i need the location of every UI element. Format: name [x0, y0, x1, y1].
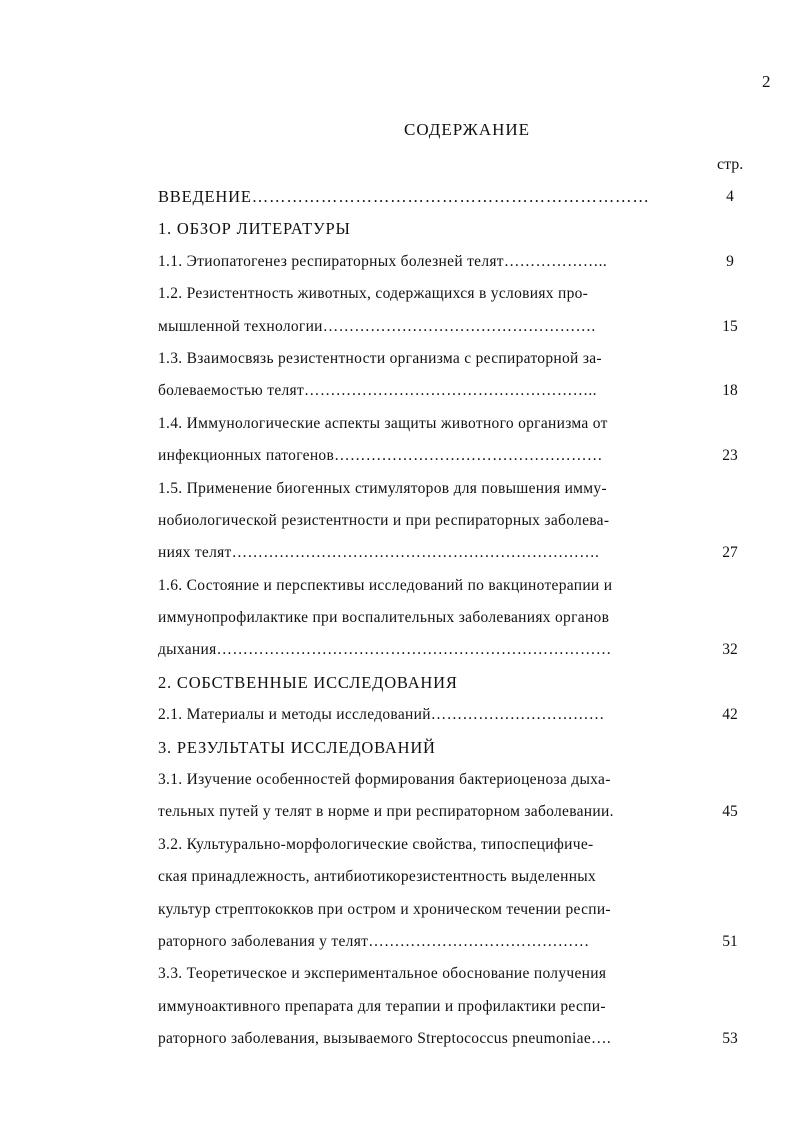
toc-entry-text: 1.5. Применение биогенных стимуляторов для повышения имму-	[158, 479, 607, 497]
toc-line	[158, 991, 758, 1023]
toc-line	[158, 343, 758, 375]
toc-entry-text: инфекционных патогенов……………………………………………	[158, 447, 603, 465]
toc-page-number: 18	[722, 382, 738, 400]
toc-line	[158, 181, 758, 213]
toc-line	[158, 926, 758, 958]
toc-entry-text: нобиологической резистентности и при респираторных заболева-	[158, 511, 610, 529]
toc-line	[158, 634, 758, 666]
toc-line	[158, 537, 758, 569]
toc-entry-text: 1.1. Этиопатогенез респираторных болезней телят………………..	[158, 252, 608, 270]
toc-entry-text: ВВЕДЕНИЕ……………………………………………………………	[158, 187, 650, 206]
toc-entry-text: мышленной технологии…………………………………………….	[158, 317, 596, 335]
toc-line	[158, 505, 758, 537]
toc-line	[158, 894, 758, 926]
toc-line	[158, 796, 758, 828]
toc-entry-text: раторного заболевания у телят……………………………………	[158, 932, 590, 950]
toc-line	[158, 829, 758, 861]
toc-line	[158, 408, 758, 440]
toc-entry-text: ниях телят…………………………………………………………….	[158, 544, 600, 562]
toc-line	[158, 667, 758, 699]
toc-page-number: 42	[722, 706, 738, 724]
page-column-label: стр.	[717, 156, 744, 173]
page-title: СОДЕРЖАНИЕ	[404, 120, 531, 139]
toc-page-number: 45	[722, 803, 738, 821]
toc-page-number: 51	[722, 932, 738, 950]
toc-line	[158, 602, 758, 634]
toc-entry-text: 1. ОБЗОР ЛИТЕРАТУРЫ	[158, 219, 351, 239]
toc-line	[158, 1023, 758, 1055]
toc-page-number: 27	[722, 544, 738, 562]
toc-line	[158, 958, 758, 990]
toc-entry-text: 3.1. Изучение особенностей формирования бактериоценоза дыха-	[158, 771, 611, 789]
toc-page-number: 9	[726, 252, 734, 270]
toc-page-number: 32	[722, 641, 738, 659]
toc-line	[158, 375, 758, 407]
toc-entry-text: 3.3. Теоретическое и экспериментальное обоснование получения	[158, 965, 607, 983]
toc-page-number: 23	[722, 447, 738, 465]
toc-entry-text: 3.2. Культурально-морфологические свойства, типоспецифиче-	[158, 835, 594, 853]
toc-line	[158, 570, 758, 602]
toc-entry-text: 1.4. Иммунологические аспекты защиты животного организма от	[158, 414, 608, 432]
toc-line	[158, 213, 758, 245]
toc-entry-text: 2. СОБСТВЕННЫЕ ИССЛЕДОВАНИЯ	[158, 672, 458, 692]
toc-entry-text: ская принадлежность, антибиотикорезистентность выделенных	[158, 868, 597, 886]
toc-entry-text: раторного заболевания, вызываемого Streptococcus pneumoniae….	[158, 1030, 611, 1048]
toc-line	[158, 473, 758, 505]
toc-line	[158, 246, 758, 278]
toc-entry-text: дыхания…………………………………………………………………	[158, 641, 612, 659]
toc-page-number: 4	[726, 188, 734, 205]
toc-line	[158, 764, 758, 796]
toc-entry-text: болеваемостью телят………………………………………………..	[158, 382, 597, 400]
toc-page-number: 15	[722, 317, 738, 335]
title-wrap	[0, 120, 793, 140]
toc-entry-text: культур стрептококков при остром и хроническом течении респи-	[158, 900, 611, 918]
toc-line	[158, 699, 758, 731]
toc-page-number: 53	[722, 1030, 738, 1048]
toc-line	[158, 732, 758, 764]
page-number: 2	[762, 72, 771, 91]
toc-line	[158, 440, 758, 472]
toc-line	[158, 861, 758, 893]
toc-entry-text: тельных путей у телят в норме и при респираторном заболевании.	[158, 803, 614, 821]
toc-entry-text: 2.1. Материалы и методы исследований……………………………	[158, 706, 605, 724]
toc-entry-text: 1.6. Состояние и перспективы исследований по вакцинотерапии и	[158, 576, 613, 594]
toc-entry-text: иммуноактивного препарата для терапии и профилактики респи-	[158, 997, 606, 1015]
table-of-contents	[158, 181, 758, 1056]
toc-line	[158, 311, 758, 343]
toc-entry-text: иммунопрофилактике при воспалительных заболеваниях органов	[158, 609, 610, 627]
toc-line	[158, 278, 758, 310]
toc-entry-text: 3. РЕЗУЛЬТАТЫ ИССЛЕДОВАНИЙ	[158, 737, 436, 757]
toc-entry-text: 1.3. Взаимосвязь резистентности организма с респираторной за-	[158, 349, 602, 367]
toc-entry-text: 1.2. Резистентность животных, содержащихся в условиях про-	[158, 285, 589, 303]
